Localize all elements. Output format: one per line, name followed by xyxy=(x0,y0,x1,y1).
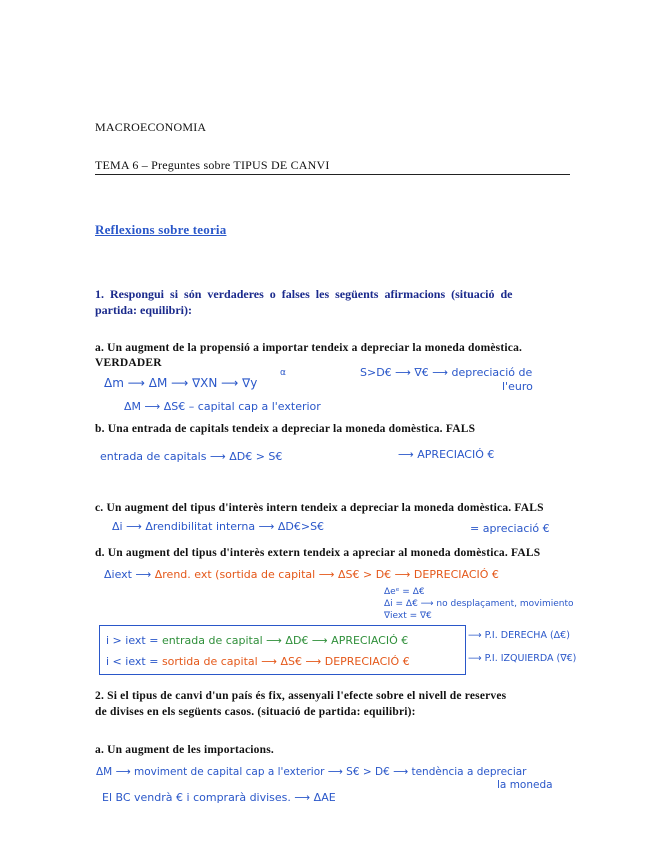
q1c-statement: c. Un augment del tipus d'interès intern tendeix a depreciar la moneda domèstica. FALS xyxy=(95,502,544,514)
q1a-handwriting-euro: l'euro xyxy=(502,380,533,393)
summary-line-outflow xyxy=(106,655,410,668)
topic-title: TEMA 6 – Preguntes sobre TIPUS DE CANVI xyxy=(95,158,330,172)
q1d-handwriting-line xyxy=(104,568,499,581)
summary-outflow-condition: i < iext = xyxy=(106,655,159,668)
section-title: Reflexions sobre teoria xyxy=(95,222,227,237)
q1d-note-iext: ∇iext = ∇€ xyxy=(384,611,432,621)
q1a-handwriting-depreciation: S>D€ ⟶ ∇€ ⟶ depreciació de xyxy=(360,366,533,379)
q1c-handwriting-chain: Δi ⟶ Δrendibilitat interna ⟶ ΔD€>S€ xyxy=(112,520,325,533)
q1a-handwriting-chain: Δm ⟶ ΔM ⟶ ∇XN ⟶ ∇y xyxy=(104,376,258,390)
q2a-statement: a. Un augment de les importacions. xyxy=(95,744,274,756)
header-divider xyxy=(95,174,570,175)
q1d-note-expectations: Δeᵉ = Δ€ xyxy=(384,587,425,597)
summary-outflow-result: sortida de capital ⟶ ΔS€ ⟶ DEPRECIACIÓ € xyxy=(161,655,410,668)
q1a-answer: VERDADER xyxy=(95,357,162,369)
q2a-handwriting-currency: la moneda xyxy=(497,779,553,791)
q2a-handwriting-central-bank: El BC vendrà € i comprarà divises. ⟶ ΔAE xyxy=(102,791,336,804)
q1d-note-no-shift: Δi = Δ€ ⟶ no desplaçament, movimiento xyxy=(384,599,574,609)
summary-inflow-shift: ⟶ P.I. DERECHA (Δ€) xyxy=(468,630,570,641)
summary-line-inflow xyxy=(106,634,408,647)
q1a-handwriting-alpha: α xyxy=(280,368,286,378)
q1d-handwriting-capital-outflow: Δrend. ext (sortida de capital ⟶ ΔS€ > D€ ⟶ DEPRECIACIÓ € xyxy=(154,568,499,581)
q1b-statement: b. Una entrada de capitals tendeix a depreciar la moneda domèstica. FALS xyxy=(95,423,476,435)
q2a-handwriting-chain: ΔM ⟶ moviment de capital cap a l'exterior ⟶ S€ > D€ ⟶ tendència a depreciar xyxy=(96,766,527,778)
q1b-handwriting-appreciation: ⟶ APRECIACIÓ € xyxy=(398,448,495,461)
summary-inflow-result: entrada de capital ⟶ ΔD€ ⟶ APRECIACIÓ € xyxy=(161,634,409,647)
q1a-statement: a. Un augment de la propensió a importar tendeix a depreciar la moneda domèstica. xyxy=(95,342,523,354)
summary-outflow-shift: ⟶ P.I. IZQUIERDA (∇€) xyxy=(468,653,577,664)
q1-intro-line1: 1. Respongui si són verdaderes o falses les següents afirmacions (situació de xyxy=(95,287,513,301)
summary-inflow-condition: i > iext = xyxy=(106,634,159,647)
q2-intro-line1: 2. Si el tipus de canvi d'un país és fix, assenyali l'efecte sobre el nivell de reserves xyxy=(95,690,507,702)
q1-intro-line2: partida: equilibri): xyxy=(95,303,193,317)
subject-title: MACROECONOMIA xyxy=(95,120,207,134)
q1d-handwriting-iext: Δiext ⟶ xyxy=(104,568,152,581)
q1c-handwriting-result: = apreciació € xyxy=(470,522,550,535)
q1a-handwriting-capital: ΔM ⟶ ΔS€ – capital cap a l'exterior xyxy=(124,400,321,413)
q1b-handwriting-inflow: entrada de capitals ⟶ ΔD€ > S€ xyxy=(100,450,283,463)
q2-intro-line2: de divises en els següents casos. (situació de partida: equilibri): xyxy=(95,706,416,718)
q1d-statement: d. Un augment del tipus d'interès extern tendeix a apreciar al moneda domèstica. FALS xyxy=(95,547,541,559)
